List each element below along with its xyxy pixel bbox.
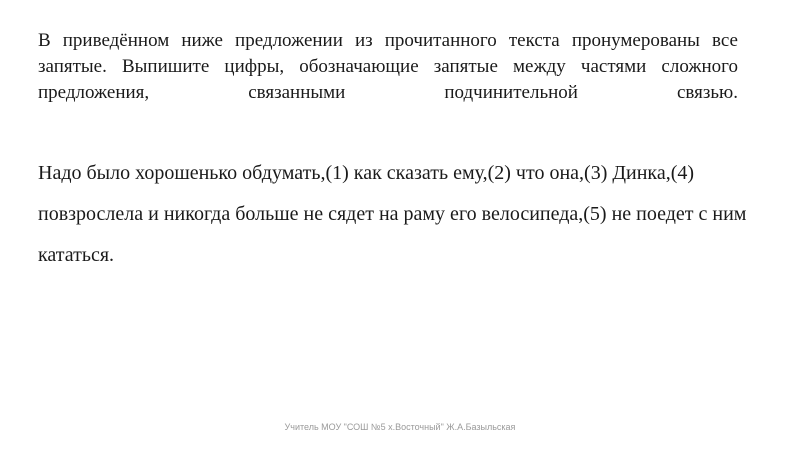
footer-author: Учитель МОУ "СОШ №5 х.Восточный" Ж.А.Базыльская <box>284 422 516 432</box>
task-sentence: Надо было хорошенько обдумать,(1) как сказать ему,(2) что она,(3) Динка,(4) повзрослела и никогда больше не сядет на раму его велосипеда,(5) не поедет с ним кататься. <box>38 162 747 266</box>
task-instruction: В приведённом ниже предложении из прочитанного текста пронумерованы все запятые. Выпишите цифры, обозначающие запятые между частями сложного предложения, связанными подчинительной связью. <box>38 30 738 103</box>
